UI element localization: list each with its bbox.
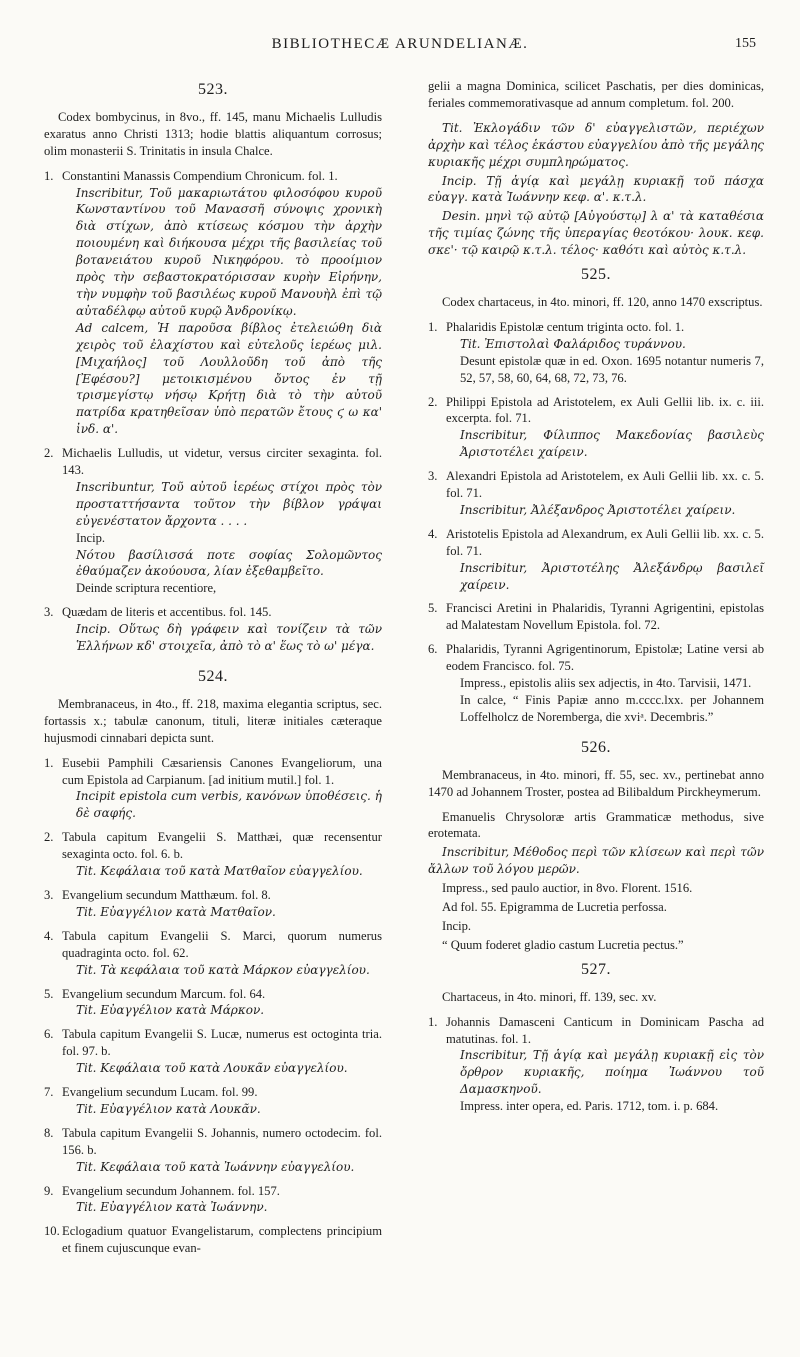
list-item: 10. Eclogadium quatuor Evangelistarum, complectens principium et finem cujuscunque evan- [44,1224,382,1256]
list-item: 4. Tabula capitum Evangelii S. Marci, quorum numerus quadraginta octo. fol. 62. Tit. Τὰ κεφάλαια τοῦ κατὰ Μάρκον εὐαγγελίου. [44,928,382,977]
left-column [44,78,382,1271]
entry-items-525 [428,319,764,726]
list-item: 2. Michaelis Lulludis, ut videtur, versus circiter sexaginta. fol. 143. Inscribuntur, Τοῦ αὐτοῦ ἱερέως στίχοι πρὸς τὸν προσταττήσαντα τοῦτον τὴν βίβλον γράψαι εὐγενέστατον ἄρχοντα . . . . Incip. Νότου βασίλισσά ποτε σοφίας Σολομῶντος ἐθαύμαζεν ἀκούουσα, λίαν ἐξεθαμβεῖτο. Deinde scriptura recentiore, [44,446,382,596]
list-item: 3. Quædam de literis et accentibus. fol. 145. Incip. Οὕτως δὴ γράφειν καὶ τονίζειν τὰ τῶν Ἑλλήνων κδ' στοιχεῖα, ἀπὸ τὸ α' ἕως τὸ ω' μέγα. [44,605,382,654]
entry-description-523: Codex bombycinus, in 8vo., ff. 145, manu Michaelis Lulludis exaratus anno Christi 1313; hodie blattis aliquantum corrosus; olim monasterii S. Trinitatis in insula Chalce. [44,109,382,158]
running-title: BIBLIOTHECÆ ARUNDELIANÆ. [271,36,529,52]
entry-description-524: Membranaceus, in 4to., ff. 218, maxima elegantia scriptus, sec. fortassis x.; tabulæ canonum, tituli, literæ initiales cæteraque hujusmodi cinnabari depicta sunt. [44,696,382,745]
entry-items-527 [428,1014,764,1115]
right-column: gelii a magna Dominica, scilicet Paschatis, per dies dominicas, feriales commemorativasque ad annum completum. fol. 200. Tit. Ἐκλογάδιν τῶν δ' εὐαγγελιστῶν, περιέχων ἀρχὴν καὶ τέλος ἑκάστου εὐαγγελίου ἀπὸ τῆς μεγάλης κυριακῆς μέχρι συμπληρώματος. Incip. Τῇ ἁγίᾳ καὶ μεγάλῃ κυριακῇ τοῦ πάσχα εὐαγγ. κατὰ Ἰωάννην κεφ. α'. κ.τ.λ. Desin. μηνὶ τῷ αὐτῷ [Αὐγούστῳ] λ α' τὰ καταθέσια τῆς τιμίας ζώνης τῆς ὑπεραγίας θεοτόκου· λουκ. κεφ. σκε'· τῷ καιρῷ κ.τ.λ. τέλος· καθότι καὶ αὐτὸς κ.τ.λ. 525. Codex chartaceus, in 4to. minori, ff. 120, anno 1470 exscriptus. 1. Phalaridis Epistolæ centum triginta octo. fol. 1. Tit. Ἐπιστολαὶ Φαλάριδος τυράννου. Desunt epistolæ quæ in ed. Oxon. 1695 notantur numeris 7, 52, 57, 58, 60, 64, 68, 72, 73, 76. 2. Philippi Epistola ad Aristotelem, ex Auli Gellii lib. ix. c. iii. excerpta. fol. 71. Inscribitur, Φίλιππος Μακεδονίας βασιλεὺς Ἀριστοτέλει χαίρειν. 3. Alexandri Epistola ad Aristotelem, ex Auli Gellii lib. xx. c. 5. fol. 71. Inscribitur, Ἀλέξανδρος Ἀριστοτέλει χαίρειν. 4. Aristotelis Epistola ad Alexandrum, ex Auli Gellii lib. xx. c. 5. fol. 71. Inscribitur, Ἀριστοτέλης Ἀλεξάνδρῳ βασιλεῖ χαίρειν. 5. Francisci Aretini in Phalaridis, Tyranni Agrigentini, epistolas ad Malatestam Novellum Epistola. fol. 72. 6. Phalaridis, Tyranni Agrigentinorum, Epistolæ; Latine versi ab eodem Francisco. fol. 75. Impress., epistolis aliis sex adjectis, in 4to. Tarvisii, 1471. In calce, “ Finis Papiæ anno m.cccc.lxx. per Johannem Loffelholcz de Noremberga, die xviᵃ. Decembris.” 526. Membranaceus, in 4to. minori, ff. 55, sec. xv., pertinebat anno 1470 ad Johannem Troster, postea ad Bilibaldum Pirckheymerum. Emanuelis Chrysoloræ artis Grammaticæ methodus, sive erotemata. Inscribitur, Μέθοδος περὶ τῶν κλίσεων καὶ περὶ τῶν ἄλλων τοῦ λόγου μερῶν. Impress., sed paulo auctior, in 8vo. Florent. 1516. Ad fol. 55. Epigramma de Lucretia perfossa. Incip. “ Quum foderet gladio castum Lucretia pectus.” 527. Chartaceus, in 4to. minori, ff. 139, sec. xv. 1. Johannis Damasceni Canticum in Dominicam Pascha ad matutinas. fol. 1. Inscribitur, Τῇ ἁγίᾳ καὶ μεγάλῃ κυριακῇ εἰς τὸν ὄρθρον κυριακῆς, ποίημα Ἰωάννου τοῦ Δαμασκηνοῦ. Impress. inter opera, ed. Paris. 1712, tom. i. p. 684. [428,79,764,1114]
entry-description-527: Chartaceus, in 4to. minori, ff. 139, sec. xv. [442,989,657,1004]
list-item: 2. Philippi Epistola ad Aristotelem, ex Auli Gellii lib. ix. c. iii. excerpta. fol. 71. Inscribitur, Φίλιππος Μακεδονίας βασιλεὺς Ἀριστοτέλει χαίρειν. [428,394,764,460]
continuation-text: gelii a magna Dominica, scilicet Paschatis, per dies dominicas, feriales commemorativasque ad annum completum. fol. 200. [428,79,764,110]
page-number: 155 [735,36,756,51]
page-header [0,30,800,60]
list-item: 5. Evangelium secundum Marcum. fol. 64. Tit. Εὐαγγέλιον κατὰ Μάρκον. [44,986,266,1018]
entry-number-524: 524. [198,668,228,685]
list-item: 3. Evangelium secundum Matthæum. fol. 8. Tit. Εὐαγγέλιον κατὰ Ματθαῖον. [44,887,276,919]
entry-number-527: 527. [581,960,611,978]
list-item: 1. Johannis Damasceni Canticum in Dominicam Pascha ad matutinas. fol. 1. Inscribitur, Τῇ ἁγίᾳ καὶ μεγάλῃ κυριακῇ εἰς τὸν ὄρθρον κυριακῆς, ποίημα Ἰωάννου τοῦ Δαμασκηνοῦ. Impress. inter opera, ed. Paris. 1712, tom. i. p. 684. [428,1014,764,1114]
list-item: 6. Phalaridis, Tyranni Agrigentinorum, Epistolæ; Latine versi ab eodem Francisco. fol. 75. Impress., epistolis aliis sex adjectis, in 4to. Tarvisii, 1471. In calce, “ Finis Papiæ anno m.cccc.lxx. per Johannem Loffelholcz de Noremberga, die xviᵃ. Decembris.” [428,642,764,724]
list-item: 4. Aristotelis Epistola ad Alexandrum, ex Auli Gellii lib. xx. c. 5. fol. 71. Inscribitur, Ἀριστοτέλης Ἀλεξάνδρῳ βασιλεῖ χαίρειν. [428,526,764,592]
list-item: 9. Evangelium secundum Johannem. fol. 157. Tit. Εὐαγγέλιον κατὰ Ἰωάννην. [44,1183,280,1215]
list-item: 6. Tabula capitum Evangelii S. Lucæ, numerus est octoginta tria. fol. 97. b. Tit. Κεφάλαια τοῦ κατὰ Λουκᾶν εὐαγγελίου. [44,1027,382,1076]
list-item: 7. Evangelium secundum Lucam. fol. 99. Tit. Εὐαγγέλιον κατὰ Λουκᾶν. [44,1085,261,1116]
entry-number-525: 525. [581,266,611,284]
entry-items-524 [44,755,382,1258]
entry-number-523: 523. [198,81,228,98]
list-item: 1. Eusebii Pamphili Cæsariensis Canones Evangeliorum, una cum Epistola ad Carpianum. [ad initium mutil.] fol. 1. Incipit epistola cum verbis, κανόνων ὑποθέσεις. ἡ δὲ σαφής. [44,755,382,821]
entry-items-523 [44,168,382,655]
entry-description-526: Membranaceus, in 4to. minori, ff. 55, sec. xv., pertinebat anno 1470 ad Johannem Troster, postea ad Bilibaldum Pirckheymerum. [428,767,764,799]
list-item: 1. Phalaridis Epistolæ centum triginta octo. fol. 1. Tit. Ἐπιστολαὶ Φαλάριδος τυράννου. Desunt epistolæ quæ in ed. Oxon. 1695 notantur numeris 7, 52, 57, 58, 60, 64, 68, 72, 73, 76. [428,319,764,385]
list-item: 1. Constantini Manassis Compendium Chronicum. fol. 1. Inscribitur, Τοῦ μακαριωτάτου φιλοσόφου κυροῦ Κωνσταντίνου τοῦ Μανασσῆ σύνοψις χρονικὴ διὰ στίχων, ἀπὸ κτίσεως κόσμου τὴν ἀρχὴν ποιουμένη καὶ διήκουσα μέχρι τῆς βασιλείας τοῦ βοτανειάτου κυροῦ Νικηφόρου. τὸ προοίμιον πρὸς τὴν σεβαστοκρατόρισσαν κυρὴν Εἰρήνην, τὴν νυμφὴν τοῦ βασιλέως κυροῦ Μανουὴλ ἐπὶ τῷ αὐταδέλφῳ αὐτοῦ κυρῷ Ἀνδρονίκῳ. Ad calcem, Ἡ παροῦσα βίβλος ἐτελειώθη διὰ χειρὸς τοῦ ἐλαχίστου καὶ εὐτελοῦς ἱερέως μιλ. [Μιχαήλος] τοῦ Λουλλοῦδη τοῦ ἀπὸ τῆς [Ἐφέσου?] μετοικισμένου ὄντος ἐν τῇ τρισμεγίστῳ νήσῳ Κρήτῃ διὰ τὸ τὴν αὐτοῦ πατρίδα κρατηθεῖσαν ὑπὸ περατῶν ἔτους ϛ ω κα' ἰνδ. α'. [44,168,382,437]
list-item: 5. Francisci Aretini in Phalaridis, Tyranni Agrigentini, epistolas ad Malatestam Novellum Epistola. fol. 72. [428,601,764,633]
entry-number-526: 526. [581,738,611,756]
list-item: 2. Tabula capitum Evangelii S. Matthæi, quæ recensentur sexaginta octo. fol. 6. b. Tit. Κεφάλαια τοῦ κατὰ Ματθαῖον εὐαγγελίου. [44,830,382,879]
list-item: 3. Alexandri Epistola ad Aristotelem, ex Auli Gellii lib. xx. c. 5. fol. 71. Inscribitur, Ἀλέξανδρος Ἀριστοτέλει χαίρειν. [428,469,764,517]
list-item: 8. Tabula capitum Evangelii S. Johannis, numero octodecim. fol. 156. b. Tit. Κεφάλαια τοῦ κατὰ Ἰωάννην εὐαγγελίου. [44,1125,382,1174]
entry-description-525: Codex chartaceus, in 4to. minori, ff. 120, anno 1470 exscriptus. [442,294,763,309]
